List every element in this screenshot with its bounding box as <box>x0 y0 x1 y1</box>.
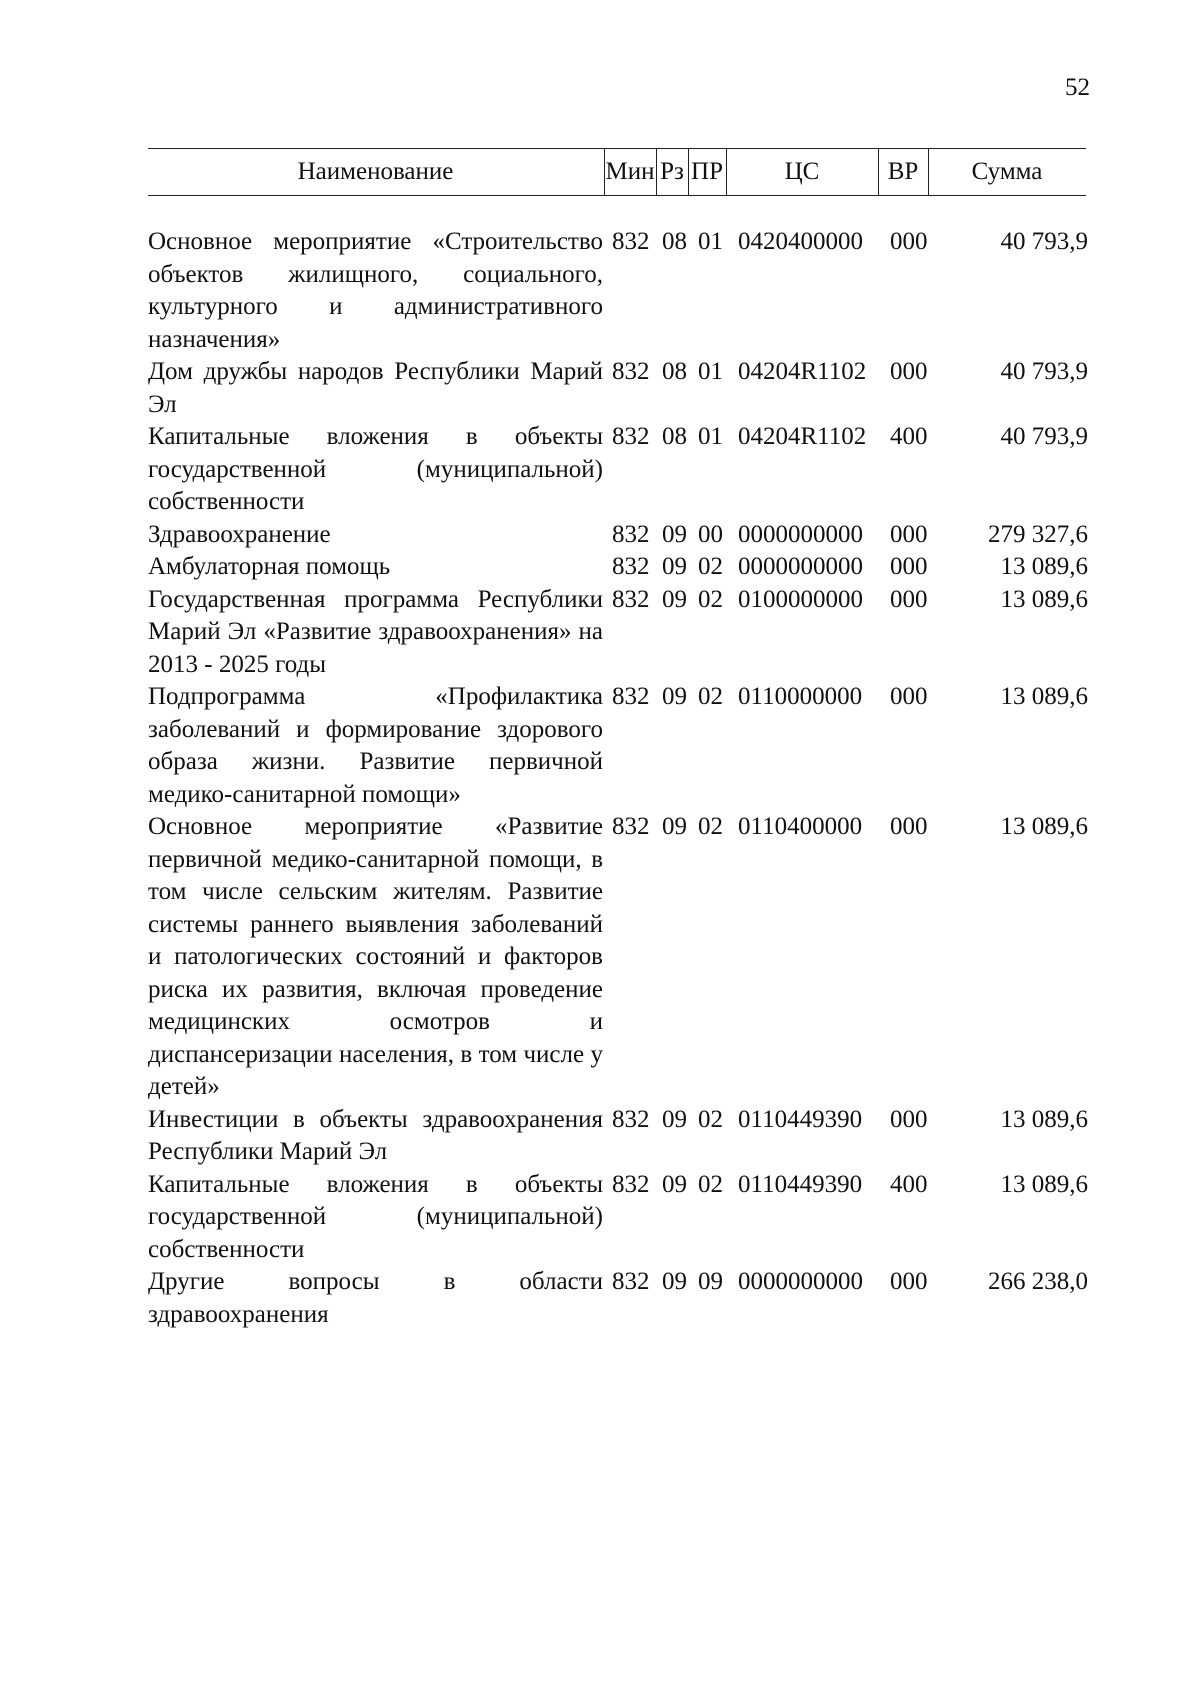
row-name: Подпрограмма «Профилактика заболеваний и формирование здорового образа жизни. Развитие первичной медико-санитарной помощи» <box>148 683 603 808</box>
row-name: Другие вопросы в области здравоохранения <box>148 1268 603 1328</box>
row-name: Дом дружбы народов Республики Марий Эл <box>148 358 603 418</box>
row-vr: 400 <box>890 423 928 450</box>
row-min: 832 <box>612 585 650 613</box>
table-row <box>148 421 1086 519</box>
table-header <box>148 148 1086 196</box>
row-vr: 000 <box>890 520 928 548</box>
row-rz: 08 <box>662 423 687 450</box>
page-number: 52 <box>1065 74 1090 101</box>
row-pr: 01 <box>698 423 723 450</box>
row-pr: 02 <box>698 553 723 580</box>
row-name: Капитальные вложения в объекты государственной (муниципальной) собственности <box>148 1170 603 1263</box>
row-min: 832 <box>612 520 650 548</box>
row-name: Капитальные вложения в объекты государственной (муниципальной) собственности <box>148 423 603 515</box>
row-cs: 0110400000 <box>738 813 863 840</box>
row-pr: 09 <box>698 1268 723 1295</box>
row-name: Инвестиции в объекты здравоохранения Республики Марий Эл <box>148 1105 603 1165</box>
row-rz: 08 <box>662 358 687 385</box>
row-vr: 000 <box>890 1105 928 1133</box>
row-sum: 266 238,0 <box>988 1268 1088 1295</box>
row-vr: 000 <box>890 228 928 255</box>
row-min: 832 <box>612 228 650 255</box>
row-min: 832 <box>612 813 650 840</box>
row-name: Амбулаторная помощь <box>148 553 391 580</box>
row-rz: 08 <box>662 228 687 255</box>
row-cs: 04204R1102 <box>738 423 867 450</box>
row-sum: 279 327,6 <box>988 520 1088 548</box>
row-rz: 09 <box>662 520 687 548</box>
row-sum: 13 089,6 <box>1000 553 1088 580</box>
row-pr: 02 <box>698 1170 723 1198</box>
header-sum: Сумма <box>971 158 1043 185</box>
row-min: 832 <box>612 1170 650 1198</box>
row-rz: 09 <box>662 1105 687 1133</box>
row-sum: 13 089,6 <box>1000 585 1088 613</box>
row-pr: 02 <box>698 813 723 840</box>
header-name: Наименование <box>297 158 454 185</box>
header-pr: ПР <box>691 158 723 185</box>
table-row <box>148 1104 1086 1169</box>
row-sum: 13 089,6 <box>1000 813 1088 840</box>
row-pr: 02 <box>698 585 723 613</box>
row-rz: 09 <box>662 683 687 710</box>
row-cs: 04204R1102 <box>738 358 867 385</box>
table-row <box>148 356 1086 421</box>
header-vr: ВР <box>887 158 919 185</box>
row-min: 832 <box>612 1105 650 1133</box>
table-row <box>148 1169 1086 1267</box>
row-rz: 09 <box>662 585 687 613</box>
row-min: 832 <box>612 358 650 385</box>
row-pr: 02 <box>698 683 723 710</box>
row-vr: 000 <box>890 1268 928 1295</box>
row-rz: 09 <box>662 1268 687 1295</box>
row-vr: 000 <box>890 683 928 710</box>
row-sum: 40 793,9 <box>1000 228 1088 255</box>
row-pr: 01 <box>698 228 723 255</box>
row-sum: 40 793,9 <box>1000 423 1088 450</box>
row-vr: 400 <box>890 1170 928 1198</box>
row-sum: 13 089,6 <box>1000 683 1088 710</box>
table-row <box>148 1266 1086 1331</box>
table-row <box>148 226 1086 356</box>
row-pr: 00 <box>698 520 723 548</box>
row-min: 832 <box>612 553 650 580</box>
table-body <box>148 226 1086 1331</box>
row-cs: 0100000000 <box>738 585 863 613</box>
table-row <box>148 681 1086 811</box>
row-rz: 09 <box>662 1170 687 1198</box>
row-cs: 0000000000 <box>738 553 863 580</box>
row-name: Здравоохранение <box>148 520 331 548</box>
table-row <box>148 551 1086 584</box>
row-sum: 13 089,6 <box>1000 1170 1088 1198</box>
row-cs: 0000000000 <box>738 520 863 548</box>
row-rz: 09 <box>662 553 687 580</box>
row-name: Основное мероприятие «Развитие первичной медико-санитарной помощи, в том числе сельским жителям. Развитие системы раннего выявления заболеваний и патологических состояний и факторов риска их развития, включая проведение медицинских осмотров и диспансеризации населения, в том числе у детей» <box>148 813 603 1100</box>
row-min: 832 <box>612 423 650 450</box>
header-min: Мин <box>605 158 655 185</box>
row-cs: 0110449390 <box>738 1170 863 1198</box>
row-cs: 0110000000 <box>738 683 863 710</box>
header-rz: Рз <box>660 158 684 185</box>
row-min: 832 <box>612 1268 650 1295</box>
row-min: 832 <box>612 683 650 710</box>
row-vr: 000 <box>890 553 928 580</box>
row-name: Основное мероприятие «Строительство объектов жилищного, социального, культурного и административного назначения» <box>148 228 603 353</box>
table-row <box>148 811 1086 1104</box>
row-cs: 0420400000 <box>738 228 863 255</box>
row-cs: 0000000000 <box>738 1268 863 1295</box>
row-sum: 40 793,9 <box>1000 358 1088 385</box>
row-rz: 09 <box>662 813 687 840</box>
row-vr: 000 <box>890 358 928 385</box>
row-pr: 02 <box>698 1105 723 1133</box>
row-cs: 0110449390 <box>738 1105 863 1133</box>
table-row <box>148 584 1086 682</box>
header-cs: ЦС <box>784 158 820 185</box>
row-pr: 01 <box>698 358 723 385</box>
table-row <box>148 519 1086 552</box>
budget-table <box>148 148 1086 1331</box>
row-name: Государственная программа Республики Марий Эл «Развитие здравоохранения» на 2013 - 2025 годы <box>148 585 603 678</box>
row-vr: 000 <box>890 813 928 840</box>
row-sum: 13 089,6 <box>1000 1105 1088 1133</box>
row-vr: 000 <box>890 585 928 613</box>
